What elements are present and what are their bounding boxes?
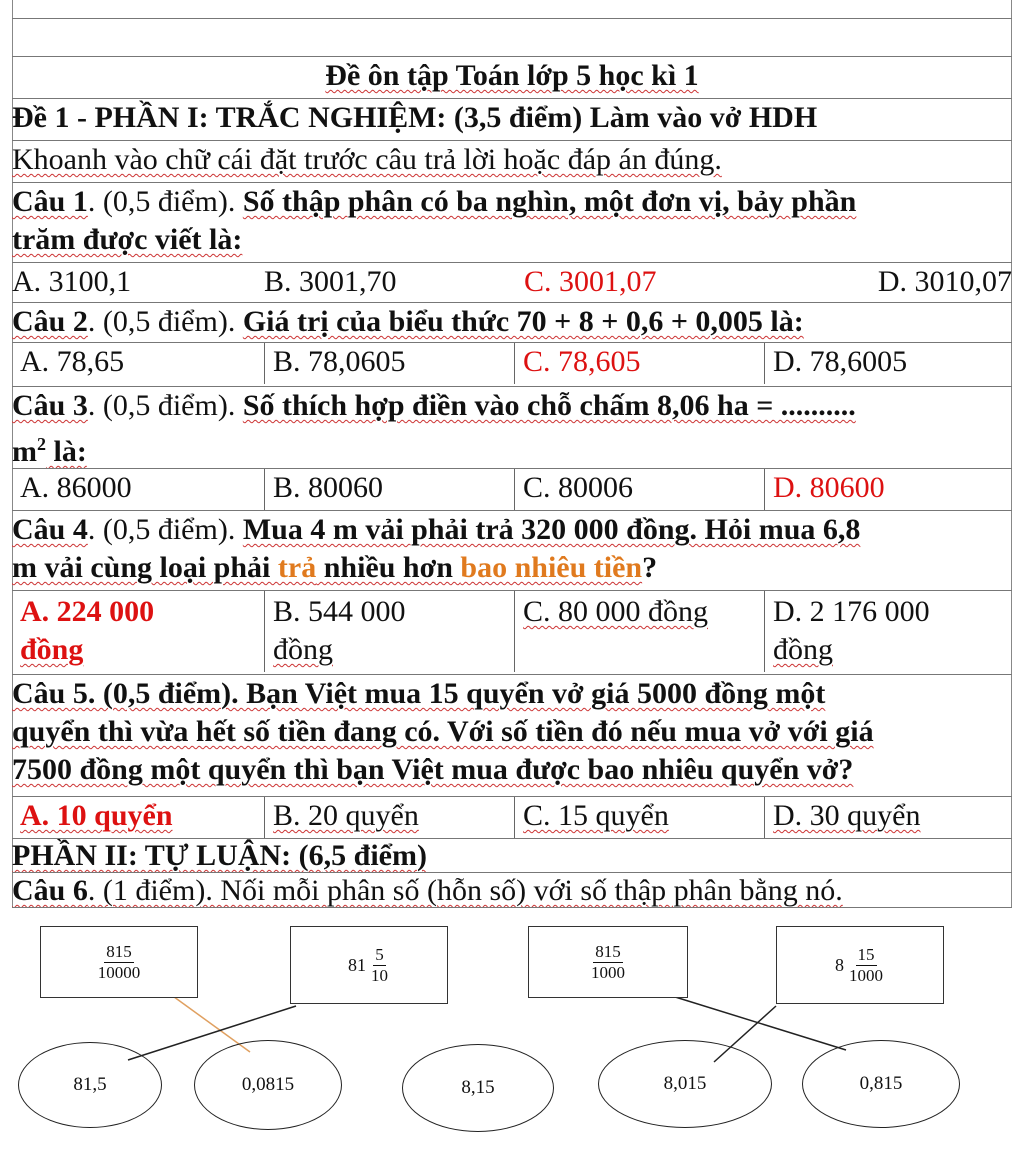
q3-points: . (0,5 điểm). — [87, 389, 243, 422]
q5-option-b[interactable]: B. 20 quyển — [264, 797, 514, 838]
fraction-2-whole: 81 — [348, 954, 366, 975]
q2-option-a[interactable]: A. 78,65 — [20, 345, 125, 378]
decimal-oval-3[interactable]: 8,15 — [402, 1044, 554, 1132]
fraction-1: $\frac{815}{10000}$ — [97, 941, 141, 982]
q1-text-line1: Số thập phân có ba nghìn, một đơn vị, bảy phần — [242, 185, 857, 218]
q2-option-b[interactable]: B. 78,0605 — [264, 343, 514, 384]
q1-option-c[interactable]: C. 3001,07 — [524, 265, 657, 298]
q2-points: . (0,5 điểm). — [87, 305, 243, 338]
decimal-oval-2[interactable]: 0,0815 — [194, 1040, 342, 1130]
q4-option-d[interactable]: D. 2 176 000 đồng — [764, 591, 1012, 672]
q4-label: Câu 4 — [12, 513, 88, 546]
q5-text-line1: Câu 5. (0,5 điểm). Bạn Việt mua 15 quyển vở giá 5000 đồng một — [12, 677, 826, 710]
q4-option-a[interactable]: A. 224 000 đồng — [20, 595, 155, 666]
q1-option-a[interactable]: A. 3100,1 — [12, 265, 132, 298]
title-text: Đề ôn tập Toán lớp 5 học kì 1 — [325, 59, 699, 92]
fraction-4-whole: 8 — [835, 954, 844, 975]
q3-option-b[interactable]: B. 80060 — [264, 469, 514, 510]
q4-points: . (0,5 điểm). — [87, 513, 243, 546]
fraction-2: $\frac{5}{10}$ — [371, 944, 388, 985]
decimal-oval-5[interactable]: 0,815 — [802, 1040, 960, 1128]
q3-text-line2: là: — [46, 435, 87, 468]
fraction-box-4[interactable] — [776, 926, 944, 1004]
q4-text-line2c: nhiều hơn — [316, 551, 461, 584]
q5-option-d[interactable]: D. 30 quyển — [764, 797, 1012, 838]
fraction-3: $\frac{815}{1000}$ — [591, 941, 625, 982]
q5-option-c[interactable]: C. 15 quyển — [514, 797, 764, 838]
q5-text-line3: 7500 đồng một quyển thì bạn Việt mua được bao nhiêu quyển vở? — [12, 753, 854, 786]
fraction-box-3[interactable] — [528, 926, 688, 998]
q4-text-highlight2: bao nhiêu tiền — [460, 551, 643, 584]
q1-label: Câu 1 — [12, 185, 88, 218]
q5-text-line2: quyển thì vừa hết số tiền đang có. Với số tiền đó nếu mua vở với giá — [12, 715, 874, 748]
q6-label: Câu 6 — [12, 874, 88, 907]
q1-option-b[interactable]: B. 3001,70 — [264, 265, 397, 298]
q4-option-c[interactable]: C. 80 000 đồng — [514, 591, 764, 672]
q2-text: Giá trị của biểu thức 70 + 8 + 0,6 + 0,005 là: — [242, 305, 804, 338]
q3-unit-sup: 2 — [37, 434, 46, 454]
fraction-4: $\frac{15}{1000}$ — [849, 944, 883, 985]
q4-text-highlight1: trả — [277, 551, 317, 584]
fraction-box-1[interactable] — [40, 926, 198, 998]
part2-header-text: PHẦN II: TỰ LUẬN: (6,5 điểm) — [12, 839, 427, 872]
q3-option-a[interactable]: A. 86000 — [20, 471, 132, 504]
q2-option-c[interactable]: C. 78,605 — [514, 343, 764, 384]
q4-text-line1: Mua 4 m vải phải trả 320 000 đồng. Hỏi mua 6,8 — [242, 513, 861, 546]
q6-text: . (1 điểm). Nối mỗi phân số (hỗn số) với số thập phân bằng nó. — [87, 874, 843, 907]
q3-label: Câu 3 — [12, 389, 88, 422]
decimal-oval-1[interactable]: 81,5 — [18, 1042, 162, 1128]
q4-option-b[interactable]: B. 544 000 đồng — [264, 591, 514, 672]
q3-text-line1: Số thích hợp điền vào chỗ chấm 8,06 ha = .......... — [242, 389, 856, 422]
q1-points: . (0,5 điểm). — [87, 185, 243, 218]
q2-option-d[interactable]: D. 78,6005 — [764, 343, 1012, 384]
q3-option-d[interactable]: D. 80600 — [764, 469, 1012, 510]
q1-text-line2: trăm được viết là: — [12, 223, 243, 256]
instruction-text: Khoanh vào chữ cái đặt trước câu trả lời hoặc đáp án đúng. — [12, 143, 722, 176]
fraction-box-2[interactable] — [290, 926, 448, 1004]
q4-text-line2a: m vải cùng loại phải — [12, 551, 278, 584]
q1-option-d[interactable]: D. 3010,07 — [877, 265, 1012, 298]
decimal-oval-4[interactable]: 8,015 — [598, 1040, 772, 1128]
q4-text-line2e: ? — [642, 551, 658, 584]
part1-header-text: Đề 1 - PHẦN I: TRẮC NGHIỆM: (3,5 điểm) Làm vào vở HDH — [12, 101, 818, 134]
q2-label: Câu 2 — [12, 305, 88, 338]
q3-unit: m — [12, 435, 37, 468]
q3-option-c[interactable]: C. 80006 — [514, 469, 764, 510]
q5-option-a[interactable]: A. 10 quyển — [20, 799, 173, 832]
